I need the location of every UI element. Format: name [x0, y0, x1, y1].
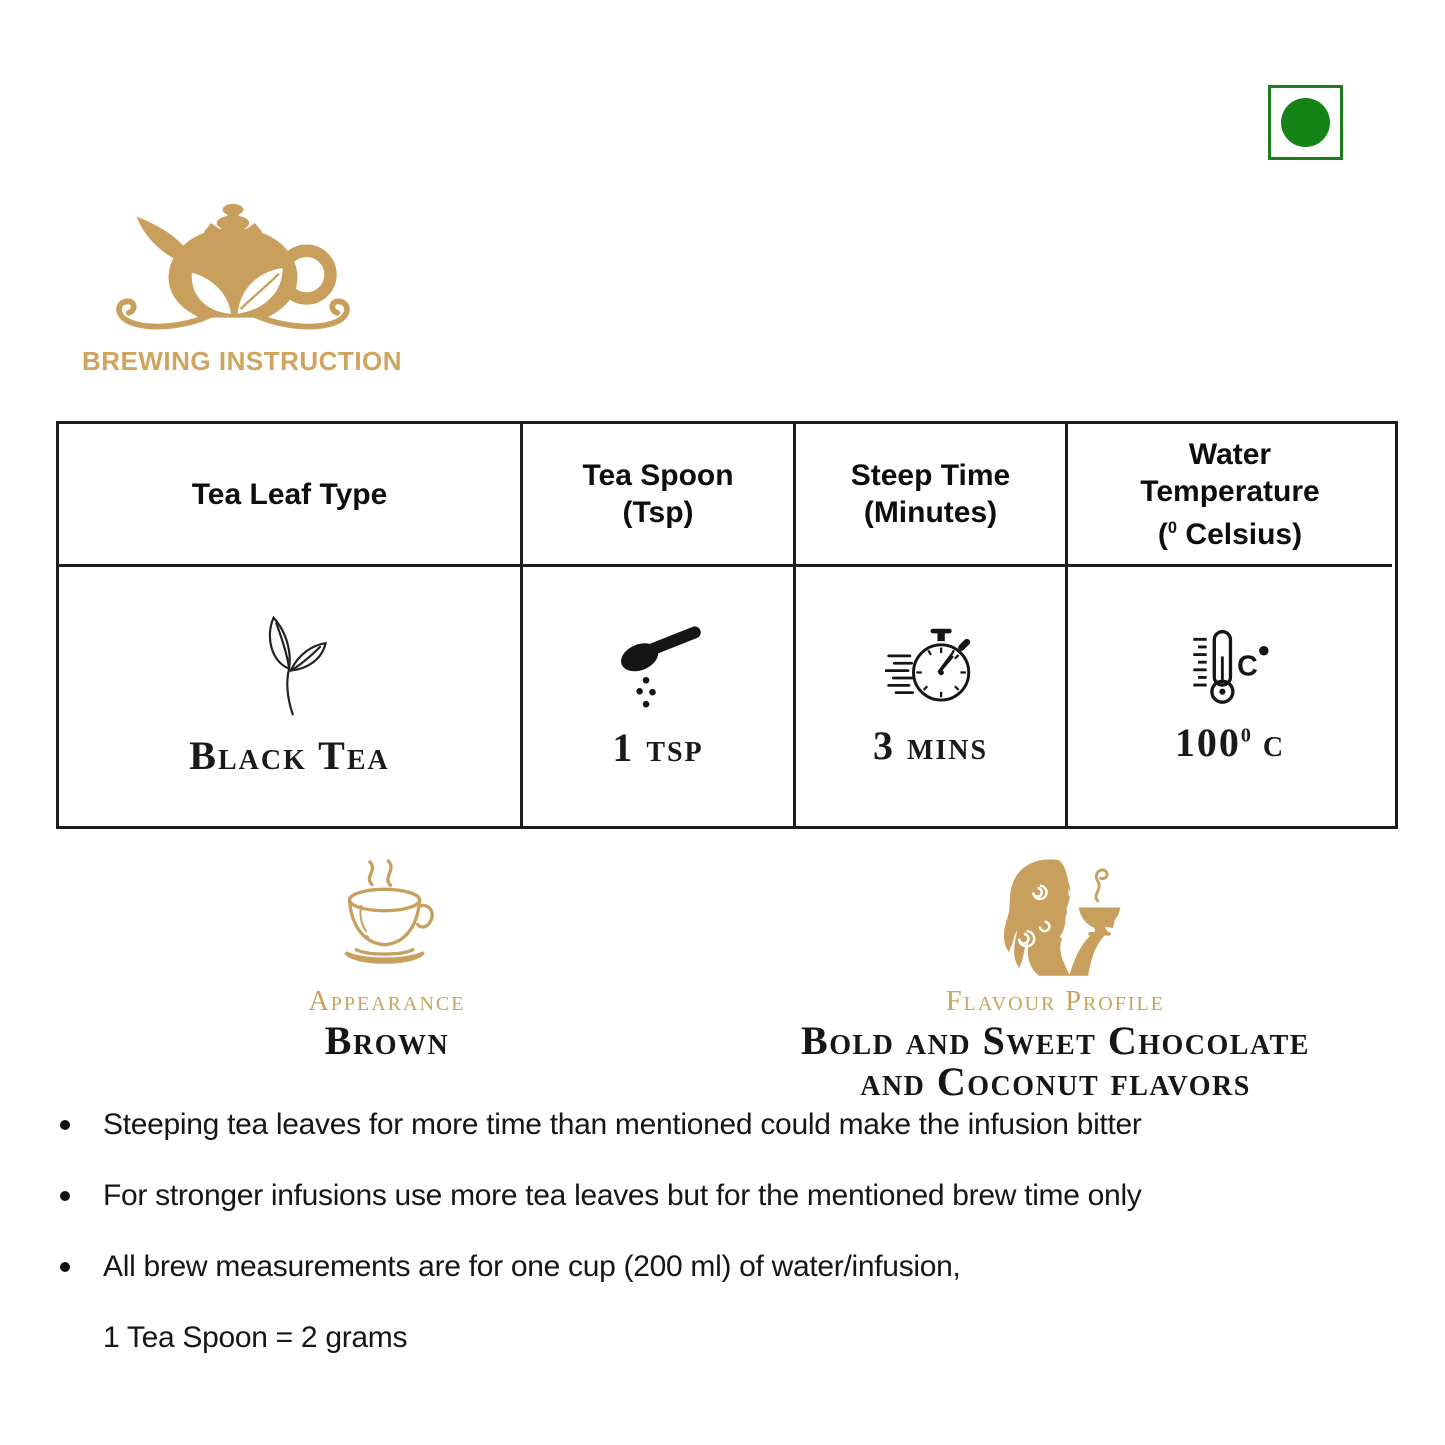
tea-spoon-value: 1 tsp	[612, 725, 704, 770]
tea-leaf-type-value: Black Tea	[189, 733, 390, 778]
bullet-icon	[60, 1120, 70, 1130]
cell-water-temperature	[1068, 567, 1392, 826]
flavour-profile-value	[768, 1020, 1343, 1102]
woman-with-cup-icon	[985, 854, 1127, 980]
cell-tea-leaf-type	[59, 567, 523, 826]
header-celsius-unit: ($^0$ Celsius)	[1157, 517, 1303, 551]
teapot-logo-icon	[104, 198, 362, 336]
cell-steep-time	[796, 567, 1068, 826]
vegetarian-mark-icon	[1268, 85, 1343, 160]
appearance-label: Appearance	[308, 986, 466, 1017]
water-temperature-value: $100^0$ c	[1174, 720, 1286, 765]
appearance-value: Brown	[324, 1018, 450, 1063]
note-text: For stronger infusions use more tea leaves but for the mentioned brew time only	[103, 1179, 1142, 1212]
svg-text:C: C	[1237, 650, 1258, 683]
header-water-temperature: Water Temperature ($^0$ Celsius)	[1068, 424, 1392, 567]
flavour-line-1: Bold and Sweet Chocolate	[801, 1018, 1310, 1063]
brewing-table	[56, 421, 1398, 829]
stopwatch-icon	[885, 624, 977, 708]
cell-tea-spoon	[523, 567, 796, 826]
brand-logo-block	[82, 198, 403, 377]
tea-leaf-icon	[249, 614, 331, 718]
note-text: All brew measurements are for one cup (200 ml) of water/infusion,	[103, 1250, 961, 1283]
steep-time-value: 3 mins	[872, 723, 989, 768]
flavour-profile-label: Flavour Profile	[946, 986, 1165, 1017]
spoon-icon	[612, 622, 704, 710]
notes-section	[60, 1108, 1400, 1355]
header-steep-time: Steep Time (Minutes)	[796, 424, 1068, 567]
note-item	[60, 1179, 1400, 1213]
bullet-icon	[60, 1191, 70, 1201]
brand-title: BREWING INSTRUCTION	[82, 346, 403, 376]
note-footnote: 1 Tea Spoon = 2 grams	[103, 1321, 408, 1354]
bullet-icon	[60, 1262, 70, 1272]
flavour-line-2: and Coconut flavors	[860, 1059, 1251, 1104]
thermometer-icon	[1180, 627, 1280, 705]
teacup-icon	[331, 858, 443, 980]
note-item	[60, 1250, 1400, 1284]
header-tea-leaf-type: Tea Leaf Type	[59, 424, 523, 567]
appearance-section	[252, 858, 522, 1061]
flavour-profile-section	[768, 854, 1343, 1102]
header-tea-spoon: Tea Spoon (Tsp)	[523, 424, 796, 567]
green-dot-icon	[1281, 98, 1330, 147]
note-text: Steeping tea leaves for more time than mentioned could make the infusion bitter	[103, 1108, 1142, 1141]
note-item	[60, 1108, 1400, 1142]
